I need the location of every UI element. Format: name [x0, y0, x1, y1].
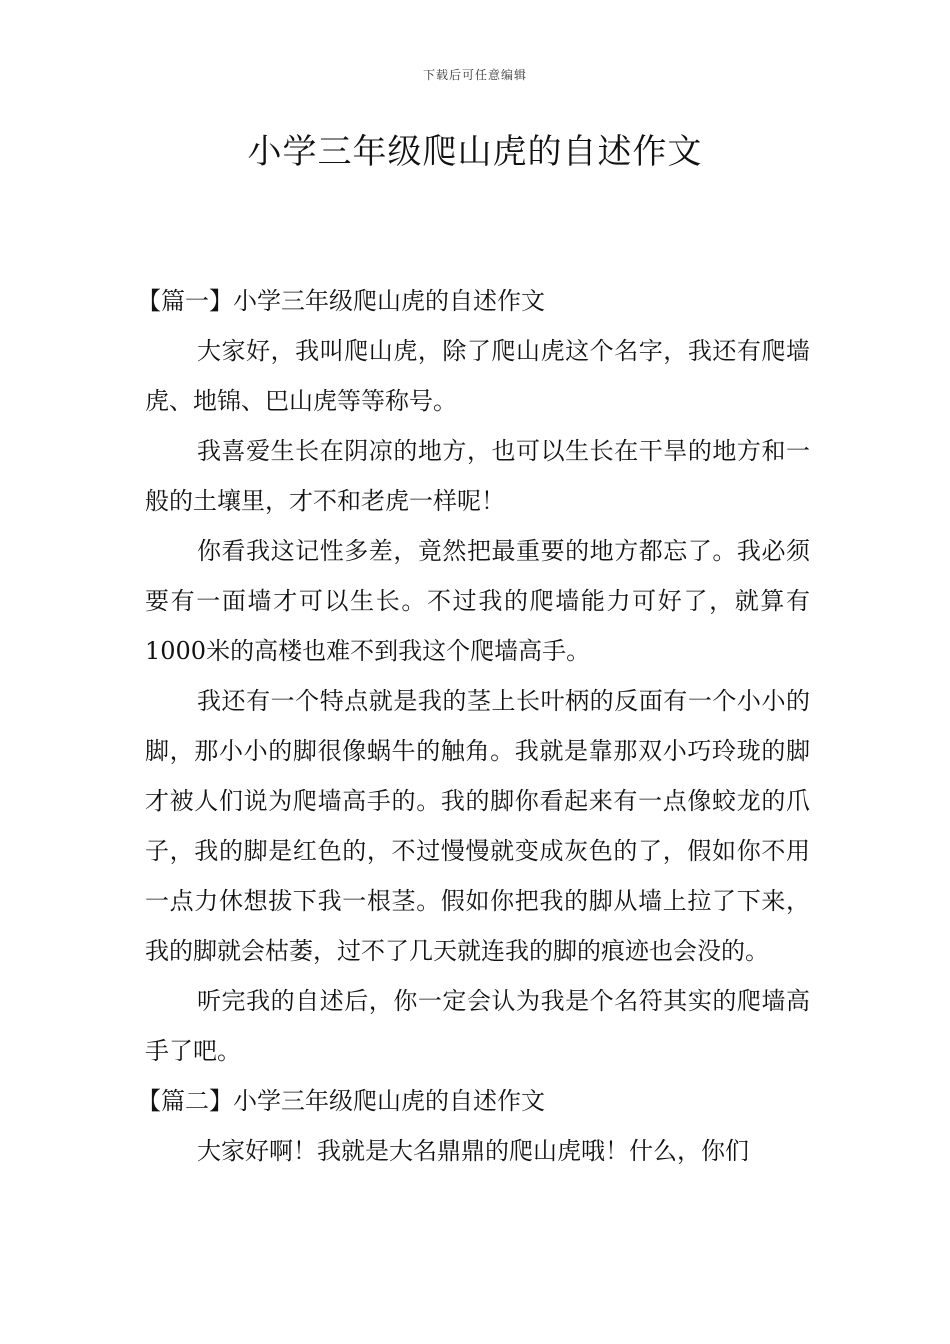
header-note: 下载后可任意编辑 — [422, 68, 527, 82]
document-title: 小学三年级爬山虎的自述作文 — [247, 132, 703, 172]
paragraph: 我喜爱生长在阴凉的地方，也可以生长在干旱的地方和一般的土壤里，才不和老虎一样呢！ — [145, 437, 810, 515]
paragraph: 你看我这记性多差，竟然把最重要的地方都忘了。我必须要有一面墙才可以生长。不过我的爬墙能力可好了，就算有1000米的高楼也难不到我这个爬墙高手。 — [145, 537, 810, 665]
paragraph: 我还有一个特点就是我的茎上长叶柄的反面有一个小小的脚，那小小的脚很像蜗牛的触角。我就是靠那双小巧玲珑的脚才被人们说为爬墙高手的。我的脚你看起来有一点像蛟龙的爪子，我的脚是红色的，不过慢慢就变成灰色的了，假如你不用一点力休想拔下我一根茎。假如你把我的脚从墙上拉了下来，我的脚就会枯萎，过不了几天就连我的脚的痕迹也会没的。 — [145, 687, 810, 965]
paragraph: 听完我的自述后，你一定会认为我是个名符其实的爬墙高手了吧。 — [145, 987, 810, 1065]
section-heading-2: 【篇二】小学三年级爬山虎的自述作文 — [137, 1087, 545, 1115]
document-body — [137, 276, 810, 1176]
paragraph: 大家好啊！我就是大名鼎鼎的爬山虎哦！什么，你们 — [197, 1137, 749, 1165]
section-heading-1: 【篇一】小学三年级爬山虎的自述作文 — [137, 287, 545, 315]
paragraph: 大家好，我叫爬山虎，除了爬山虎这个名字，我还有爬墙虎、地锦、巴山虎等等称号。 — [145, 337, 810, 415]
